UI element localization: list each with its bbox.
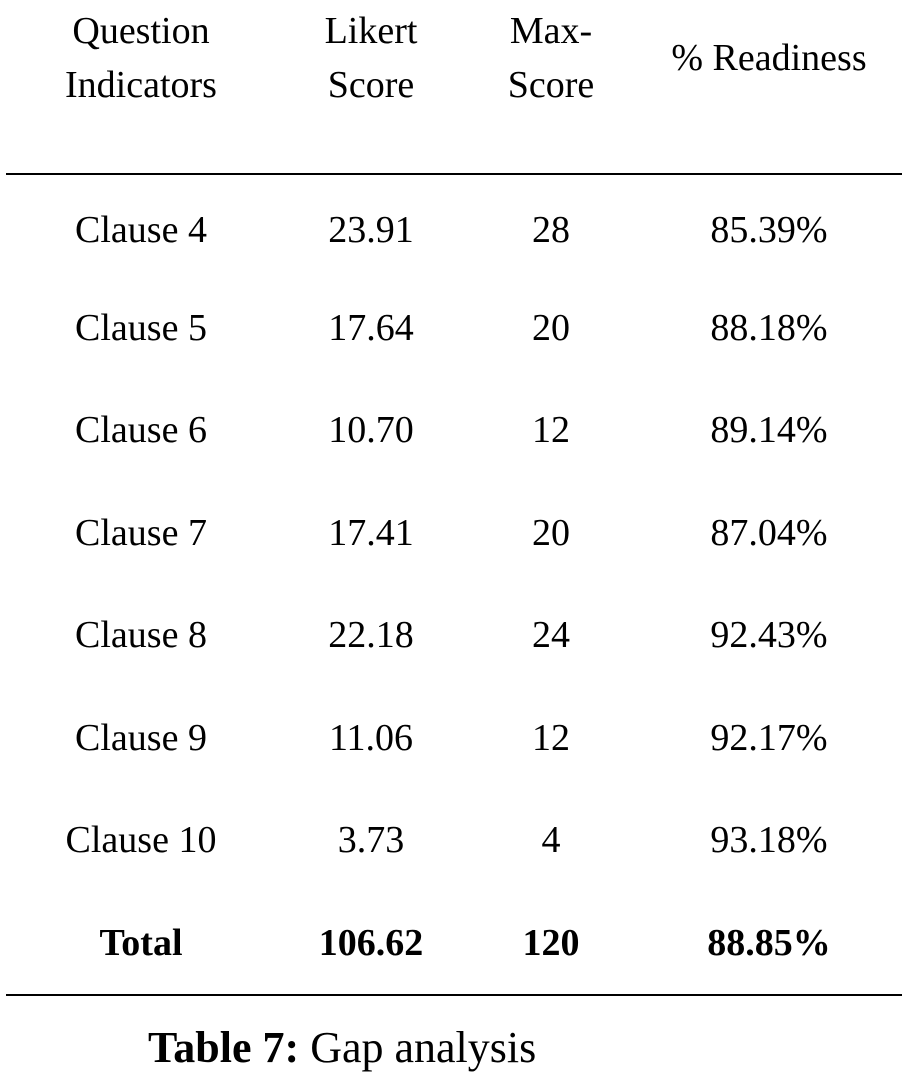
cell-total-label: Total: [6, 892, 276, 995]
cell-likert-score: 17.64: [328, 306, 414, 349]
header-line: Indicators: [65, 64, 217, 106]
cell-max-score: 24: [532, 614, 570, 657]
cell-total-readiness: 88.85%: [636, 892, 902, 995]
cell-readiness: 93.18%: [710, 819, 828, 862]
cell-readiness: 92.43%: [710, 614, 828, 657]
table-row: [6, 482, 902, 585]
cell-clause: Clause 10: [65, 819, 217, 862]
caption-text: Gap analysis: [310, 1023, 537, 1072]
table-row: [6, 174, 902, 277]
cell-max-score: 12: [532, 716, 570, 759]
table-row: [6, 687, 902, 790]
cell-total-max-score: 120: [466, 892, 636, 995]
cell-clause: Clause 5: [75, 306, 207, 349]
cell-likert-score: 17.41: [328, 511, 414, 554]
cell-likert-score: 11.06: [328, 716, 414, 759]
header-readiness: [636, 0, 902, 174]
cell-likert-score: 22.18: [328, 614, 414, 657]
cell-max-score: 20: [532, 511, 570, 554]
table-caption: [148, 1022, 536, 1073]
header-question-indicators: [6, 0, 276, 174]
cell-likert-score: 10.70: [328, 409, 414, 452]
header-line: Question: [72, 10, 210, 52]
header-max-score: [466, 0, 636, 174]
readiness-table: [6, 0, 902, 996]
cell-clause: Clause 7: [75, 511, 207, 554]
cell-likert-score: 23.91: [328, 208, 414, 251]
cell-clause: Clause 4: [75, 208, 207, 251]
table-row: [6, 584, 902, 687]
cell-max-score: 12: [532, 409, 570, 452]
cell-max-score: 4: [541, 819, 561, 862]
table-row: [6, 379, 902, 482]
cell-clause: Clause 6: [75, 409, 207, 452]
table-header: [6, 0, 902, 174]
header-line: Score: [507, 64, 595, 106]
table-body: [6, 174, 902, 995]
header-row: [6, 0, 902, 174]
cell-readiness: 89.14%: [710, 409, 828, 452]
total-row: [6, 892, 902, 995]
header-line: Max-: [509, 10, 593, 52]
cell-readiness: 92.17%: [710, 716, 828, 759]
cell-clause: Clause 9: [75, 716, 207, 759]
cell-readiness: 85.39%: [710, 208, 828, 251]
header-line: % Readiness: [671, 37, 867, 79]
cell-max-score: 28: [532, 208, 570, 251]
cell-clause: Clause 8: [75, 614, 207, 657]
table-row: [6, 789, 902, 892]
header-line: Likert: [324, 10, 418, 52]
cell-likert-score: 3.73: [337, 819, 405, 862]
header-line: Score: [327, 64, 415, 106]
cell-total-likert-score: 106.62: [276, 892, 466, 995]
caption-label: Table 7:: [148, 1023, 300, 1072]
cell-max-score: 20: [532, 306, 570, 349]
table-row: [6, 277, 902, 380]
header-likert-score: [276, 0, 466, 174]
cell-readiness: 88.18%: [710, 306, 828, 349]
cell-readiness: 87.04%: [710, 511, 828, 554]
